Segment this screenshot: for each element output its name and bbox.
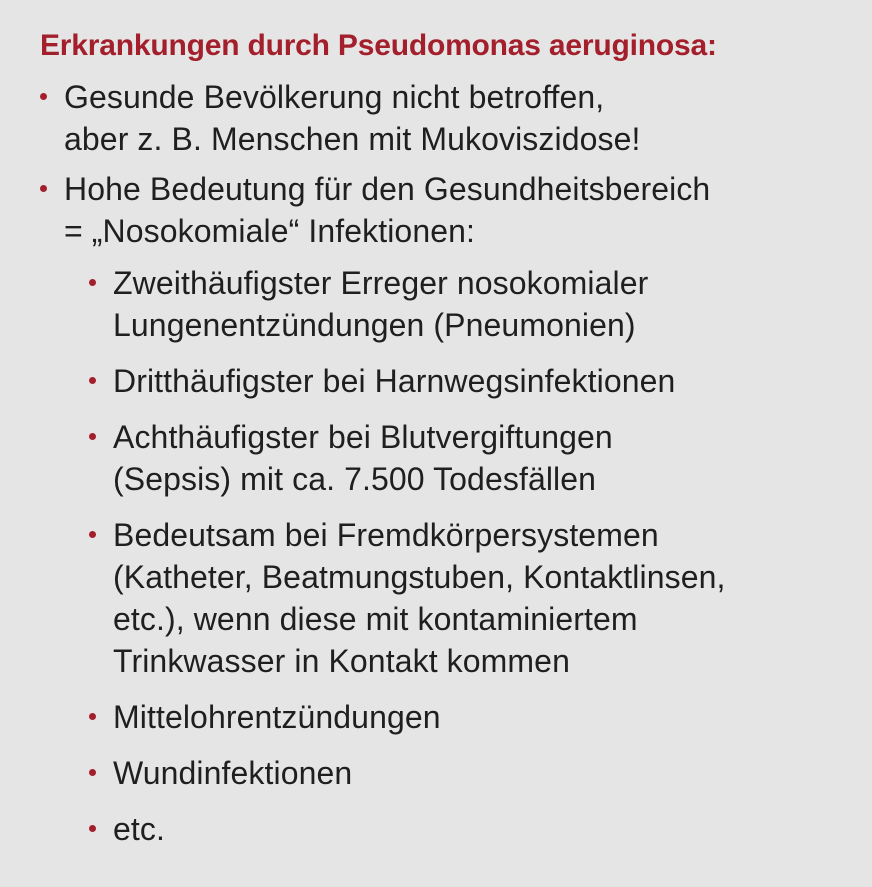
panel-title: Erkrankungen durch Pseudomonas aeruginosa: <box>40 29 717 62</box>
sub-list-item <box>89 416 842 500</box>
bullet-dot-icon <box>89 769 96 776</box>
list-item <box>40 76 842 160</box>
bullet-dot-icon <box>40 185 47 192</box>
bullet-dot-icon <box>89 377 96 384</box>
bullet-list <box>40 76 842 850</box>
item-text-line: Mittelohrentzündungen <box>113 699 441 735</box>
item-text-line: (Sepsis) mit ca. 7.500 Todesfällen <box>113 461 597 497</box>
sub-list-item <box>89 808 842 850</box>
item-text-line: Dritthäufigster bei Harnwegsinfektionen <box>113 363 676 399</box>
item-text-line: Lungenentzündungen (Pneumonien) <box>113 307 636 343</box>
list-item <box>40 168 842 252</box>
item-text-line: = „Nosokomiale“ Infektionen: <box>64 213 476 249</box>
sub-list-item <box>89 360 842 402</box>
bullet-dot-icon <box>89 531 96 538</box>
item-text-line: Zweithäufigster Erreger nosokomialer <box>113 265 649 301</box>
item-text-line: aber z. B. Menschen mit Mukoviszidose! <box>64 121 641 157</box>
sub-list-item <box>89 752 842 794</box>
sub-list-item <box>89 262 842 346</box>
item-text-line: Trinkwasser in Kontakt kommen <box>113 643 570 679</box>
bullet-dot-icon <box>89 279 96 286</box>
item-text-line: etc.), wenn diese mit kontaminiertem <box>113 601 638 637</box>
bullet-dot-icon <box>89 825 96 832</box>
sub-list-item <box>89 696 842 738</box>
item-text-line: Achthäufigster bei Blutvergiftungen <box>113 419 613 455</box>
item-text-line: etc. <box>113 811 165 847</box>
bullet-dot-icon <box>89 433 96 440</box>
item-text-line: Wundinfektionen <box>113 755 353 791</box>
sub-list-item <box>89 514 842 682</box>
bullet-dot-icon <box>89 713 96 720</box>
item-text-line: Hohe Bedeutung für den Gesundheitsbereich <box>64 171 711 207</box>
item-text-line: (Katheter, Beatmungstuben, Kontaktlinsen, <box>113 559 726 595</box>
bullet-dot-icon <box>40 93 47 100</box>
item-text-line: Bedeutsam bei Fremdkörpersystemen <box>113 517 659 553</box>
item-text-line: Gesunde Bevölkerung nicht betroffen, <box>64 79 605 115</box>
